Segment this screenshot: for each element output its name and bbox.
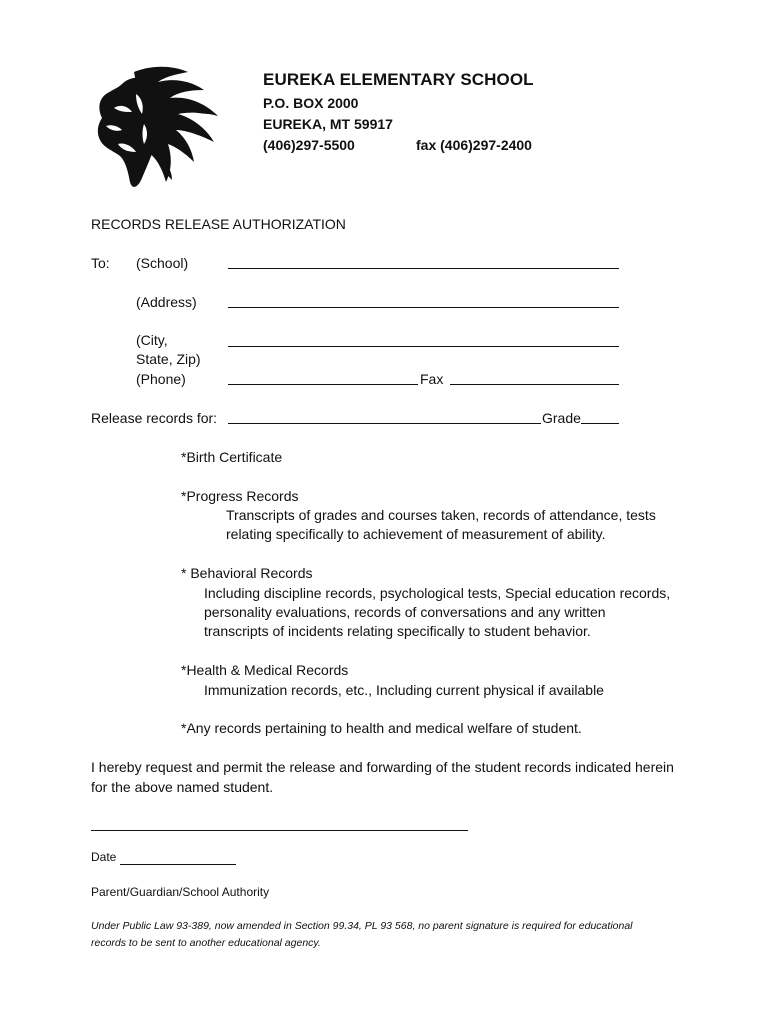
health-description: Immunization records, etc., Including current physical if available	[204, 682, 604, 698]
school-logo	[92, 64, 228, 190]
phone-field[interactable]	[228, 384, 418, 385]
progress-description-line-2: relating specifically to achievement of measurement of ability.	[226, 526, 606, 542]
health-records-item: *Health & Medical Records	[181, 662, 349, 678]
lion-head-logo-icon	[92, 64, 228, 190]
signature-field[interactable]	[91, 830, 468, 831]
date-field[interactable]	[120, 864, 236, 865]
signer-label: Parent/Guardian/School Authority	[91, 885, 270, 899]
to-label: To:	[91, 255, 110, 271]
phone-number: (406)297-5500	[263, 137, 355, 153]
progress-description-line-1: Transcripts of grades and courses taken, records of attendance, tests	[226, 507, 656, 523]
date-label: Date	[91, 850, 117, 864]
po-box: P.O. BOX 2000	[263, 95, 359, 111]
state-zip-label: State, Zip)	[136, 351, 201, 367]
school-field[interactable]	[228, 268, 619, 269]
request-statement-line-2: for the above named student.	[91, 779, 274, 795]
request-statement-line-1: I hereby request and permit the release and forwarding of the student records indicated herein	[91, 759, 674, 775]
any-records-item: *Any records pertaining to health and medical welfare of student.	[181, 720, 582, 736]
birth-certificate-item: *Birth Certificate	[181, 449, 283, 465]
behavioral-description-line-2: personality evaluations, records of conversations and any written	[204, 604, 606, 620]
progress-records-item: *Progress Records	[181, 488, 299, 504]
behavioral-records-item: * Behavioral Records	[181, 565, 313, 581]
phone-label: (Phone)	[136, 371, 186, 387]
fax-label: Fax	[420, 371, 444, 387]
form-title: RECORDS RELEASE AUTHORIZATION	[91, 216, 346, 232]
address-label: (Address)	[136, 294, 197, 310]
fax-field[interactable]	[450, 384, 619, 385]
student-name-field[interactable]	[228, 423, 541, 424]
fax-number: fax (406)297-2400	[416, 137, 532, 153]
school-label: (School)	[136, 255, 189, 271]
city-state: EUREKA, MT 59917	[263, 116, 393, 132]
school-name: EUREKA ELEMENTARY SCHOOL	[263, 70, 534, 89]
grade-field[interactable]	[581, 423, 619, 424]
release-label: Release records for:	[91, 410, 218, 426]
city-state-zip-field[interactable]	[228, 346, 619, 347]
legal-note-line-2: records to be sent to another educational agency.	[91, 937, 321, 949]
behavioral-description-line-1: Including discipline records, psychological tests, Special education records,	[204, 585, 671, 601]
legal-note-line-1: Under Public Law 93-389, now amended in Section 99.34, PL 93 568, no parent signature is required for educational	[91, 920, 633, 932]
address-field[interactable]	[228, 307, 619, 308]
city-label: (City,	[136, 332, 168, 348]
behavioral-description-line-3: transcripts of incidents relating specifically to student behavior.	[204, 623, 591, 639]
grade-label: Grade	[542, 410, 581, 426]
